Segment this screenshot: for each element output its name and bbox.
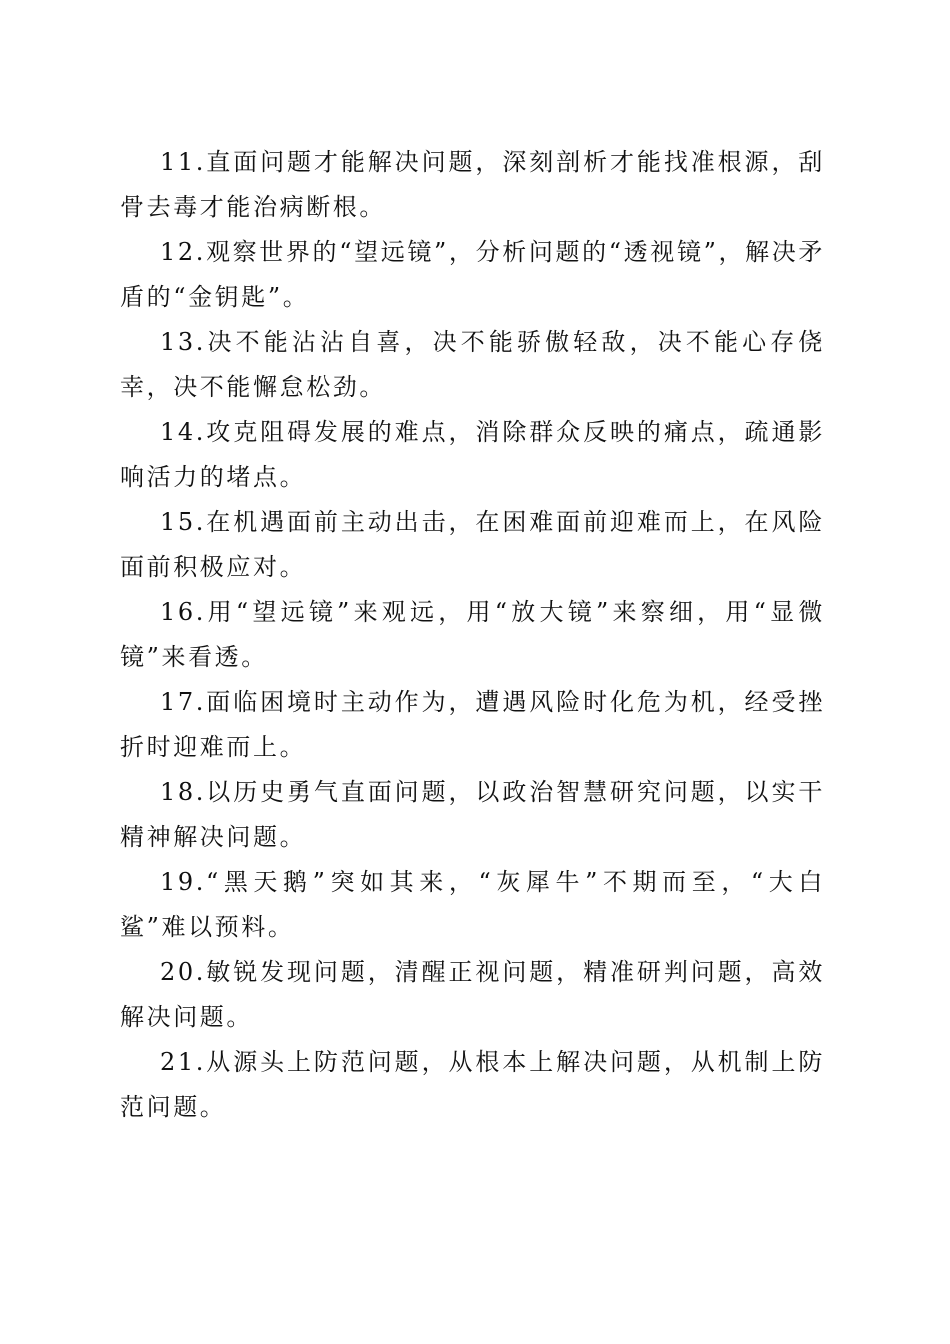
list-item: 18.以历史勇气直面问题，以政治智慧研究问题，以实干精神解决问题。	[120, 778, 825, 851]
list-item: 15.在机遇面前主动出击，在困难面前迎难而上，在风险面前积极应对。	[120, 508, 825, 581]
list-item: 20.敏锐发现问题，清醒正视问题，精准研判问题，高效解决问题。	[120, 958, 825, 1031]
list-item: 16.用“望远镜”来观远，用“放大镜”来察细，用“显微镜”来看透。	[120, 598, 825, 671]
list-item: 14.攻克阻碍发展的难点，消除群众反映的痛点，疏通影响活力的堵点。	[120, 418, 825, 491]
list-item: 11.直面问题才能解决问题，深刻剖析才能找准根源，刮骨去毒才能治病断根。	[120, 148, 825, 221]
list-item: 17.面临困境时主动作为，遭遇风险时化危为机，经受挫折时迎难而上。	[120, 688, 825, 761]
list-item: 12.观察世界的“望远镜”，分析问题的“透视镜”，解决矛盾的“金钥匙”。	[120, 238, 825, 311]
list-item: 21.从源头上防范问题，从根本上解决问题，从机制上防范问题。	[120, 1048, 825, 1121]
document-body	[120, 140, 825, 1130]
list-item: 13.决不能沾沾自喜，决不能骄傲轻敌，决不能心存侥幸，决不能懈怠松劲。	[120, 328, 825, 401]
list-item: 19.“黑天鹅”突如其来，“灰犀牛”不期而至，“大白鲨”难以预料。	[120, 868, 825, 941]
